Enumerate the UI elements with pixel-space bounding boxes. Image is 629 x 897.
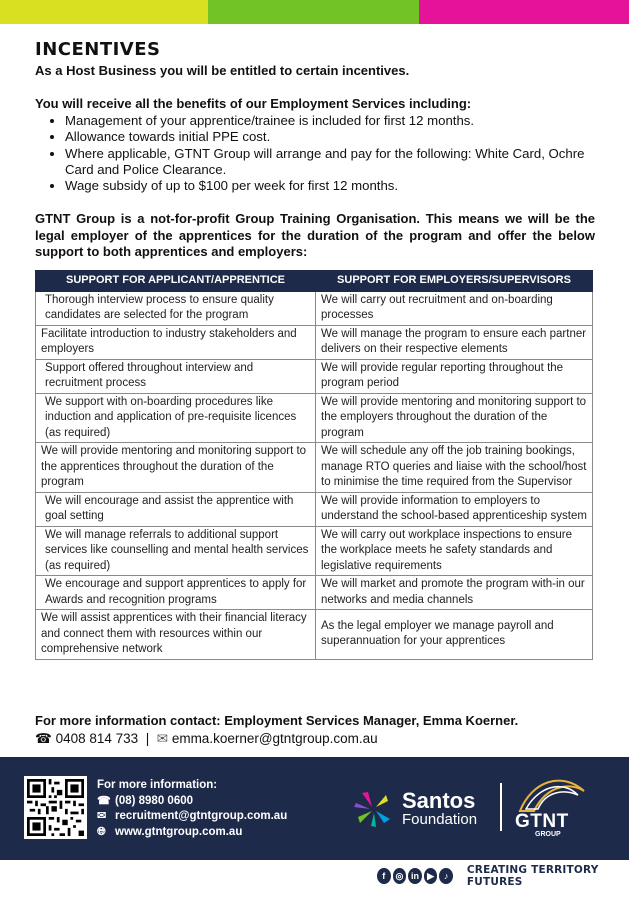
table-cell: Support offered throughout interview and recruitment process bbox=[36, 359, 316, 393]
benefit-item: • Where applicable, GTNT Group will arrange and pay for the following: White Card, Ochre Card and Police Clearance. bbox=[65, 146, 595, 179]
table-cell: We will provide mentoring and monitoring support to the apprentices throughout the duration of the program bbox=[36, 443, 316, 493]
support-table bbox=[35, 270, 593, 660]
santos-sub: Foundation bbox=[402, 811, 478, 828]
qr-code-graphic bbox=[27, 779, 84, 836]
santos-name: Santos bbox=[402, 788, 476, 813]
phone-icon: ☎ bbox=[35, 731, 52, 746]
qr-code[interactable] bbox=[24, 776, 87, 839]
table-cell: We will provide regular reporting throughout the program period bbox=[316, 359, 593, 393]
contact-title: For more information contact: Employment Services Manager, Emma Koerner. bbox=[35, 713, 519, 728]
contact-section bbox=[35, 712, 595, 748]
table-cell: We will carry out recruitment and on-boarding processes bbox=[316, 291, 593, 325]
youtube-icon[interactable]: ▶ bbox=[424, 868, 438, 884]
benefit-item: • Wage subsidy of up to $100 per week for first 12 months. bbox=[65, 178, 595, 194]
phone-icon: ☎ bbox=[97, 794, 111, 807]
header-employers: SUPPORT FOR EMPLOYERS/SUPERVISORS bbox=[316, 271, 593, 292]
table-cell: We will encourage and assist the apprentice with goal setting bbox=[36, 492, 316, 526]
globe-icon: 🌐︎ bbox=[97, 825, 106, 838]
table-row bbox=[36, 393, 593, 443]
table-cell: We will provide mentoring and monitoring support to the employers throughout the duration of the program bbox=[316, 393, 593, 443]
table-row bbox=[36, 526, 593, 576]
table-row bbox=[36, 325, 593, 359]
logo-divider bbox=[500, 783, 502, 831]
top-color-bar bbox=[0, 0, 629, 24]
top-bar-green bbox=[208, 0, 419, 24]
mail-icon: ✉ bbox=[97, 810, 107, 822]
gtnt-description: GTNT Group is a not-for-profit Group Training Organisation. This means we will be the legal employer of the apprentices for the duration of the program and offer the below support to both apprentices and employers: bbox=[35, 211, 595, 260]
main-content bbox=[35, 40, 595, 261]
contact-details bbox=[35, 730, 595, 748]
table-cell: We will market and promote the program with-in our networks and media channels bbox=[316, 576, 593, 610]
gtnt-logo-sub: GROUP bbox=[535, 831, 561, 838]
table-row bbox=[36, 443, 593, 493]
table-cell: We encourage and support apprentices to apply for Awards and recognition programs bbox=[36, 576, 316, 610]
benefits-list bbox=[35, 113, 595, 194]
intro-text: As a Host Business you will be entitled to certain incentives. bbox=[35, 63, 410, 78]
table-cell: We will assist apprentices with their financial literacy and connect them with resources within our comprehensive network bbox=[36, 610, 316, 660]
table-row bbox=[36, 359, 593, 393]
social-links bbox=[377, 864, 629, 888]
table-cell: We will carry out workplace inspections to ensure the workplace meets he safety standards and legislative requirements bbox=[316, 526, 593, 576]
header-applicant: SUPPORT FOR APPLICANT/APPRENTICE bbox=[36, 271, 316, 292]
table-cell: We will schedule any off the job training bookings, manage RTO queries and liaise with the school/host to minimise the time required from the Supervisor bbox=[316, 443, 593, 493]
table-row bbox=[36, 291, 593, 325]
linkedin-icon[interactable]: in bbox=[408, 868, 422, 884]
table-row bbox=[36, 576, 593, 610]
table-cell: Facilitate introduction to industry stakeholders and employers bbox=[36, 325, 316, 359]
footer-website[interactable]: www.gtntgroup.com.au bbox=[115, 825, 243, 838]
table-cell: We will manage referrals to additional support services like counselling and mental health services (as required) bbox=[36, 526, 316, 576]
facebook-icon[interactable]: f bbox=[377, 868, 391, 884]
contact-email[interactable]: emma.koerner@gtntgroup.com.au bbox=[171, 731, 378, 746]
tiktok-icon[interactable]: ♪ bbox=[439, 868, 453, 884]
table-cell: We will provide information to employers to understand the school-based apprenticeship system bbox=[316, 492, 593, 526]
benefits-title: You will receive all the benefits of our Employment Services including: bbox=[35, 96, 472, 111]
footer-phone[interactable]: (08) 8980 0600 bbox=[115, 794, 194, 807]
benefit-item: • Allowance towards initial PPE cost. bbox=[65, 129, 595, 145]
table-row bbox=[36, 492, 593, 526]
santos-pinwheel-icon bbox=[352, 789, 396, 829]
table-cell: As the legal employer we manage payroll and superannuation for your apprentices bbox=[316, 610, 593, 660]
mail-icon: ✉ bbox=[156, 731, 169, 746]
table-header-row bbox=[36, 271, 593, 292]
tagline: CREATING TERRITORY FUTURES bbox=[466, 864, 599, 888]
contact-separator: | bbox=[145, 731, 150, 746]
top-bar-yellow bbox=[0, 0, 208, 24]
santos-foundation-logo bbox=[352, 789, 477, 829]
footer-info-title: For more information: bbox=[97, 779, 218, 791]
footer bbox=[0, 757, 629, 860]
benefit-item: • Management of your apprentice/trainee is included for first 12 months. bbox=[65, 113, 595, 129]
table-cell: Thorough interview process to ensure quality candidates are selected for the program bbox=[36, 291, 316, 325]
top-bar-magenta bbox=[419, 0, 629, 24]
table-row bbox=[36, 610, 593, 660]
table-cell: We will manage the program to ensure each partner delivers on their respective elements bbox=[316, 325, 593, 359]
table-cell: We support with on-boarding procedures like induction and application of pre-requisite licences (as required) bbox=[36, 393, 316, 443]
contact-phone[interactable]: 0408 814 733 bbox=[55, 731, 139, 746]
footer-contact-info bbox=[97, 778, 287, 840]
instagram-icon[interactable]: ◎ bbox=[393, 868, 407, 884]
gtnt-logo-text: GTNT bbox=[515, 811, 569, 832]
page-title: INCENTIVES bbox=[35, 39, 161, 60]
footer-email[interactable]: recruitment@gtntgroup.com.au bbox=[115, 810, 288, 822]
